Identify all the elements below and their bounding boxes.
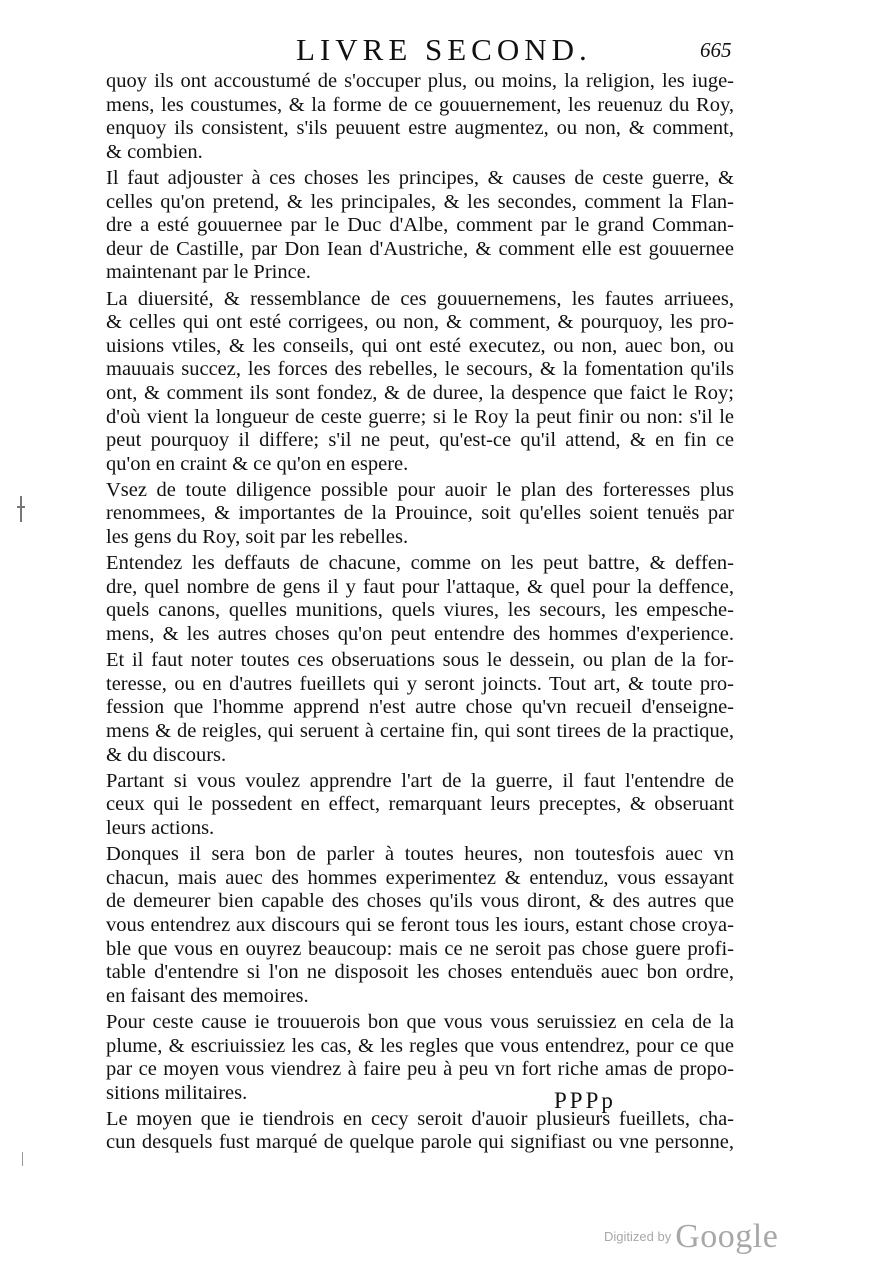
text-line: ceux qui le possedent en effect, remarquant leurs preceptes, & obseruant <box>106 793 734 816</box>
text-line: mauuais succez, les forces des rebelles, le secours, & la fomentation qu'ils <box>106 358 734 381</box>
paragraph <box>106 1011 734 1105</box>
margin-tick-mark <box>22 1152 23 1166</box>
text-line: enquoy ils consistent, s'ils peuuent estre augmentez, ou non, & comment, <box>106 117 734 140</box>
text-line: Et il faut noter toutes ces obseruations sous le dessein, ou plan de la for- <box>106 649 734 672</box>
signature-mark: PPPp <box>554 1088 616 1113</box>
digitized-by-label: Digitized by <box>604 1229 672 1244</box>
text-line: vous entendrez aux discours qui se feront tous les iours, estant chose croya- <box>106 913 734 936</box>
text-line: Il faut adjouster à ces choses les principes, & causes de ceste guerre, & <box>106 166 734 189</box>
text-line: maintenant par le Prince. <box>106 261 311 284</box>
paragraph <box>106 70 734 164</box>
text-line: cun desquels fust marqué de quelque parole qui signifiast ou vne personne, <box>106 1131 734 1154</box>
text-line: & du discours. <box>106 743 227 766</box>
text-line: quoy ils ont accoustumé de s'occuper plus, ou moins, la religion, les iuge- <box>106 70 734 92</box>
text-line: ont, & comment ils sont fondez, & de duree, la despence que faict le Roy; <box>106 381 734 404</box>
paragraph <box>106 843 734 1008</box>
text-line: les gens du Roy, soit par les rebelles. <box>106 526 409 549</box>
page-number: 665 <box>700 38 732 62</box>
text-line: chacun, mais auec des hommes experimentez & entenduz, vous essayant <box>106 866 734 889</box>
body-text <box>106 70 734 1155</box>
paragraph <box>106 770 734 841</box>
text-line: table d'entendre si l'on ne disposoit les choses entenduës auec bon ordre, <box>106 961 734 984</box>
text-line: dre a esté gouuernee par le Duc d'Albe, comment par le grand Comman- <box>106 214 734 237</box>
paragraph <box>106 649 734 767</box>
text-line: & combien. <box>106 140 203 163</box>
text-line: Partant si vous voulez apprendre l'art de la guerre, il faut l'entendre de <box>106 769 734 792</box>
text-line: peut pourquoy il differe; s'il ne peut, qu'est-ce qu'il attend, & en fin ce <box>106 429 734 452</box>
digitization-watermark <box>604 1218 778 1258</box>
text-line: deur de Castille, par Don Iean d'Austriche, & comment elle est gouuernee <box>106 237 734 260</box>
text-line: ble que vous en ouyrez beaucoup: mais ce ne seroit pas chose guere profi- <box>106 937 734 960</box>
text-line: en faisant des memoires. <box>106 984 309 1007</box>
text-line: leurs actions. <box>106 816 215 839</box>
text-line: Le moyen que ie tiendrois en cecy seroit d'auoir plusieurs fueillets, cha- <box>106 1107 734 1130</box>
text-line: par ce moyen vous viendrez à faire peu à peu vn fort riche amas de propo- <box>106 1058 734 1081</box>
paragraph <box>106 1108 734 1155</box>
running-title: LIVRE SECOND. <box>296 32 592 67</box>
text-line: sitions militaires. <box>106 1081 248 1104</box>
running-head <box>0 28 877 68</box>
text-line: qu'on en craint & ce qu'on en espere. <box>106 452 409 475</box>
text-line: Donques il sera bon de parler à toutes heures, non toutesfois auec vn <box>106 843 734 866</box>
text-line: La diuersité, & ressemblance de ces gouuernemens, les fautes arriuees, <box>106 287 734 310</box>
text-line: mens, les coustumes, & la forme de ce gouuernement, les reuenuz du Roy, <box>106 93 734 116</box>
paragraph <box>106 167 734 285</box>
text-line: Entendez les deffauts de chacune, comme on les peut battre, & deffen- <box>106 552 734 575</box>
paragraph <box>106 288 734 477</box>
google-logo: Google <box>675 1218 779 1255</box>
text-line: uisions vtiles, & les conseils, qui ont esté executez, ou non, auec bon, ou <box>106 334 734 357</box>
text-line: Pour ceste cause ie trouuerois bon que vous vous seruissiez en cela de la <box>106 1010 734 1033</box>
text-line: d'où vient la longueur de ceste guerre; si le Roy la peut finir ou non: s'il le <box>106 405 734 428</box>
text-line: de demeurer bien capable des choses qu'ils vous diront, & des autres que <box>106 890 734 913</box>
text-line: mens & de reigles, qui seruent à certaine fin, qui sont tirees de la practique, <box>106 720 734 742</box>
text-line: fession que l'homme apprend n'est autre chose qu'vn recueil d'enseigne- <box>106 696 734 719</box>
margin-bracket-mark <box>20 496 22 522</box>
text-line: & celles qui ont esté corrigees, ou non, & comment, & pourquoy, les pro- <box>106 311 734 334</box>
text-line: plume, & escriuissiez les cas, & les regles que vous entendrez, pour ce que <box>106 1034 734 1057</box>
text-line: mens, & les autres choses qu'on peut entendre des hommes d'experience. <box>106 623 734 646</box>
text-line: quels canons, quelles munitions, quels viures, les secours, les empesche- <box>106 599 734 622</box>
paragraph <box>106 479 734 550</box>
text-line: teresse, ou en d'autres fueillets qui y seront joincts. Tout art, & toute pro- <box>106 672 734 695</box>
text-line: Vsez de toute diligence possible pour auoir le plan des forteresses plus <box>106 478 734 501</box>
text-line: renommees, & importantes de la Prouince, soit qu'elles soient tenuës par <box>106 502 734 525</box>
text-line: celles qu'on pretend, & les principales, & les secondes, comment la Flan- <box>106 190 734 213</box>
text-line: dre, quel nombre de gens il y faut pour l'attaque, & quel pour la deffence, <box>106 575 734 598</box>
paragraph <box>106 552 734 646</box>
